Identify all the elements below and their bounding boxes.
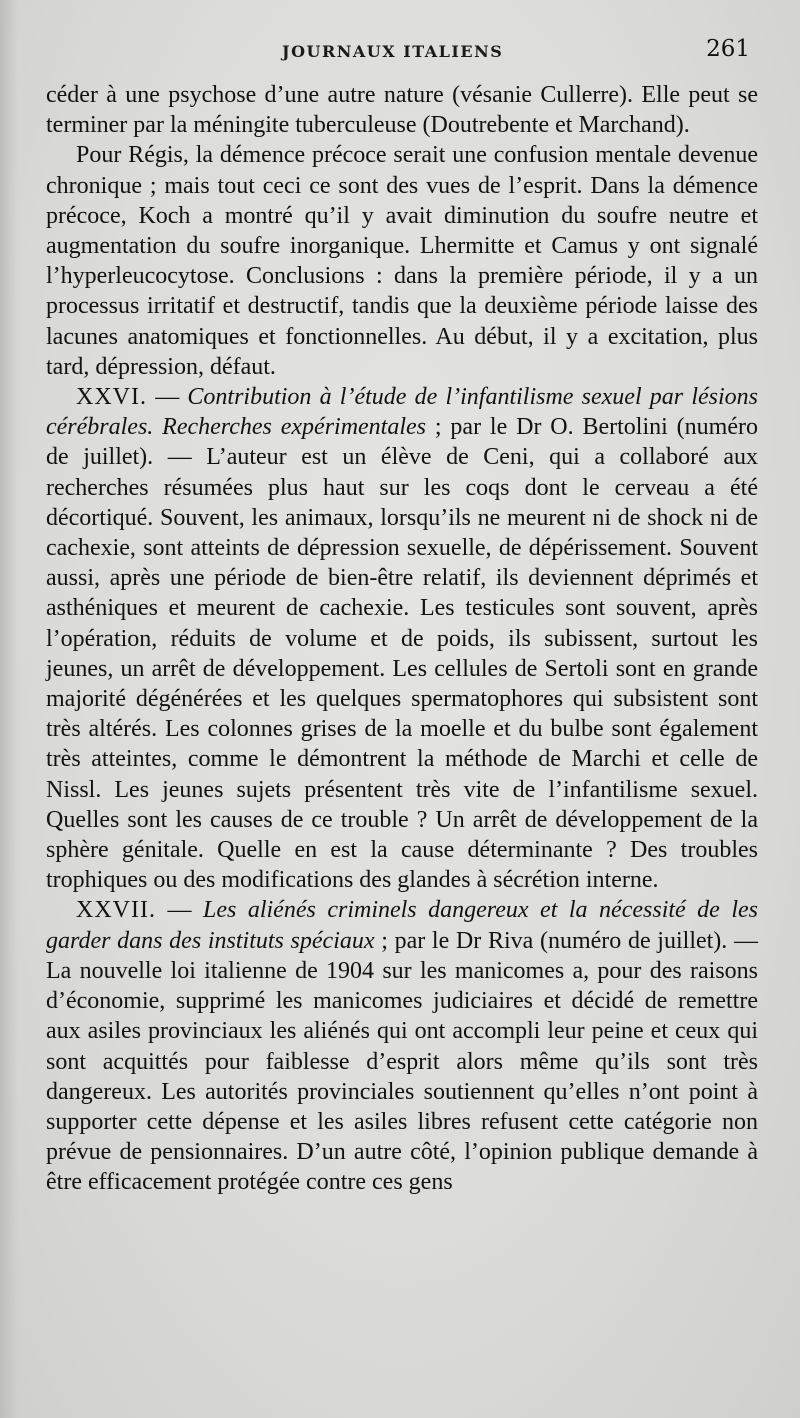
article-title-xxvi: Contribution à l’étude de l’infantilisme sexuel par lésions cérébrales. Recherches expérimentales <box>46 384 758 441</box>
paragraph-2: Pour Régis, la démence précoce serait une confusion mentale devenue chronique ; mais tout ceci ce sont des vues de l’esprit. Dans la démence précoce, Koch a montré qu’il y avait diminution du soufre neutre et augmentation du soufre inorganique. Lhermitte et Camus y ont signalé l’hyperleucocytose. Conclusions : dans la première période, il y a un processus irritatif et destructif, tandis que la deuxième période laisse des lacunes anatomiques et fonctionnelles. Au début, il y a excitation, plus tard, dépression, défaut. <box>46 142 758 380</box>
paragraph-1: céder à une psychose d’une autre nature (vésanie Cullerre). Elle peut se terminer par la méningite tuberculeuse (Doutrebente et Marchand). <box>46 82 758 139</box>
section-number-xxvii: XXVII. <box>76 897 156 924</box>
paragraph-xxvi <box>46 382 758 895</box>
dash: — <box>147 384 188 411</box>
page-number: 261 <box>706 36 750 62</box>
dash: — <box>155 897 203 924</box>
body-text <box>46 80 758 1198</box>
article-body-xxvii: ; par le Dr Riva (numéro de juillet). — La nouvelle loi italienne de 1904 sur les manicomes a, pour des raisons d’économie, supprimé les manicomes judiciaires et décidé de remettre aux asiles provinciaux les aliénés qui ont accompli leur peine et ceux qui sont acquittés pour faiblesse d’esprit alors même qu’ils sont très dangereux. Les autorités provinciales soutiennent qu’elles n’ont point à supporter cette dépense et les asiles libres refusent cette catégorie non prévue de pensionnaires. D’un autre côté, l’opinion publique demande à être efficacement protégée contre ces gens <box>46 927 758 1196</box>
page-gutter-shadow <box>0 0 18 1418</box>
paragraph-xxvii <box>46 895 758 1197</box>
article-body-xxvi: ; par le Dr O. Bertolini (numéro de juillet). — L’auteur est un élève de Ceni, qui a collaboré aux recherches résumées plus haut sur les coqs dont le cerveau a été décortiqué. Souvent, les animaux, lorsqu’ils ne meurent ni de shock ni de cachexie, sont atteints de dépression sexuelle, de dépérissement. Souvent aussi, après une période de bien-être relatif, ils deviennent déprimés et asthéniques et meurent de cachexie. Les testicules sont souvent, après l’opération, réduits de volume et de poids, ils subissent, surtout les jeunes, un arrêt de développement. Les cellules de Sertoli sont en grande majorité dégénérées et les quelques spermatophores qui subsistent sont très altérés. Les colonnes grises de la moelle et du bulbe sont également très atteintes, comme le démontrent la méthode de Marchi et celle de Nissl. Les jeunes sujets présentent très vite de l’infantilisme sexuel. Quelles sont les causes de ce trouble ? Un arrêt de développement de la sphère génitale. Quelle en est la cause déterminante ? Des troubles trophiques ou des modifications des glandes à sécrétion interne. <box>46 414 758 894</box>
running-head: JOURNAUX ITALIENS <box>282 42 504 61</box>
page-header <box>46 32 758 72</box>
section-number-xxvi: XXVI. <box>76 384 147 411</box>
article-title-xxvii: Les aliénés criminels dangereux et la nécessité de les garder dans des instituts spéciaux <box>46 897 758 954</box>
